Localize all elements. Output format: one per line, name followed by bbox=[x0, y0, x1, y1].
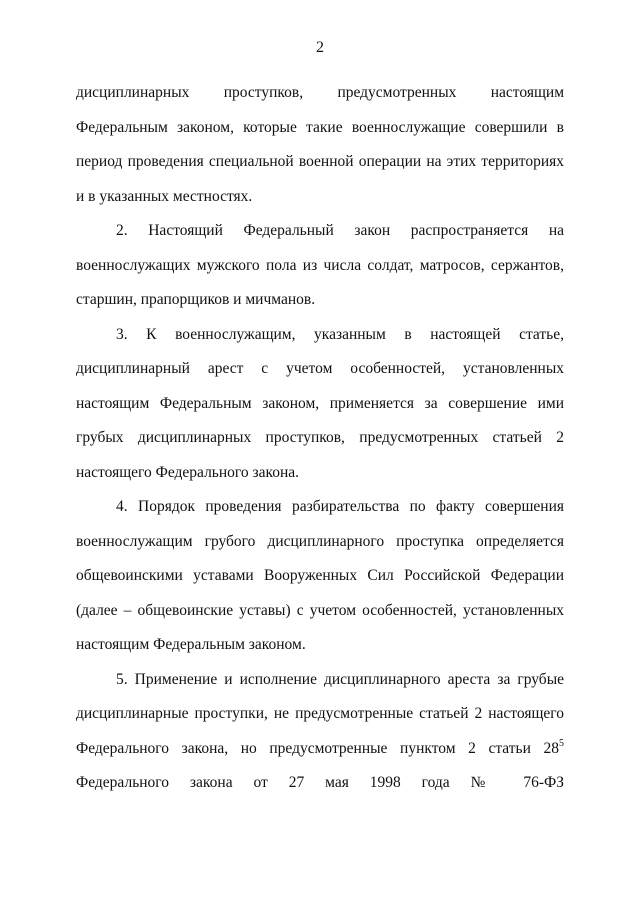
paragraph-2: 2. Настоящий Федеральный закон распространяется на военнослужащих мужского пола из числа солдат, матросов, сержантов, старшин, прапорщиков и мичманов. bbox=[76, 222, 564, 308]
paragraph-3: 3. К военнослужащим, указанным в настоящей статье, дисциплинарный арест с учетом особенностей, установленных настоящим Федеральным законом, применяется за совершение ими грубых дисциплинарных проступков, предусмотренных статьей 2 настоящего Федерального закона. bbox=[76, 325, 564, 481]
paragraph-continuation: дисциплинарных проступков, предусмотренных настоящим Федеральным законом, которые такие военнослужащие совершили в период проведения специальной военной операции на этих территориях и в указанных местностях. bbox=[76, 84, 564, 205]
page-number: 2 bbox=[316, 39, 324, 56]
paragraph-4: 4. Порядок проведения разбирательства по факту совершения военнослужащим грубого дисциплинарного проступка определяется общевоинскими уставами Вооруженных Сил Российской Федерации (далее – общевоинские уставы) с учетом особенностей, установленных настоящим Федеральным законом. bbox=[76, 498, 564, 653]
paragraph-5-text-end: Федерального закона от 27 мая 1998 года № 76-ФЗ bbox=[76, 774, 564, 791]
document-body bbox=[76, 76, 564, 801]
article-superscript: 5 bbox=[559, 737, 564, 749]
paragraph-5-text-start: 5. Применение и исполнение дисциплинарного ареста за грубые дисциплинарные проступки, не предусмотренные статьей 2 настоящего Федерального закона, но предусмотренные пунктом 2 статьи 28 bbox=[76, 670, 564, 757]
paragraph-5 bbox=[76, 663, 564, 801]
